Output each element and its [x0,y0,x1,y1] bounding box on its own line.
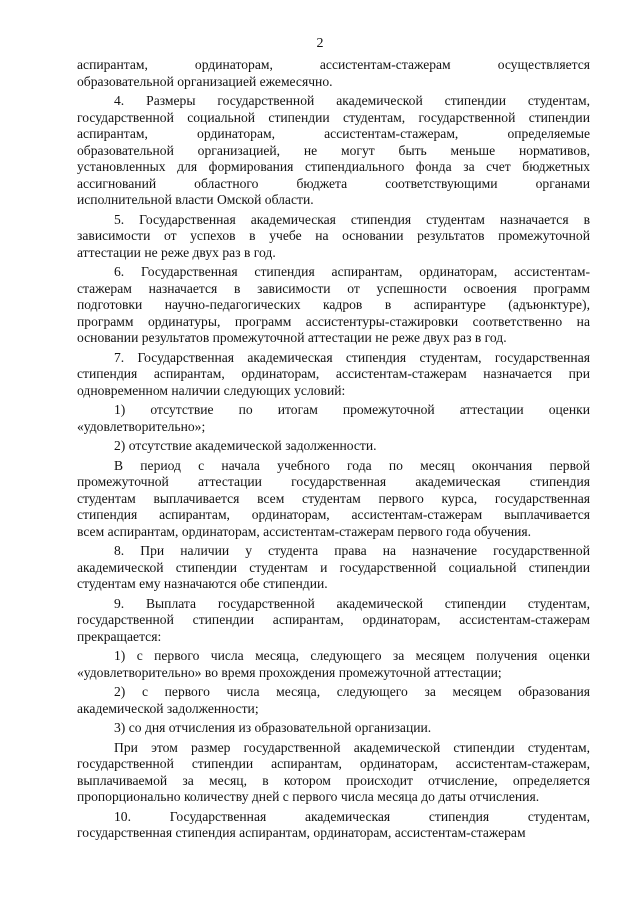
text-line: 3) со дня отчисления из образовательной организации. [114,720,432,735]
text-line: стипендия аспирантам, ординаторам, ассистентам-стажерам выплачивается [77,507,590,522]
text-line: установленных для формирования стипендиального фонда за счет бюджетных [77,159,590,174]
text-line: При этом размер государственной академической стипендии студентам, [114,739,590,755]
document-body [77,57,590,845]
text-line: В период с начала учебного года по месяц окончания первой [114,457,590,473]
text-line: подготовки научно-педагогических кадров в аспирантуре (адъюнктуре), [77,297,590,312]
text-line: 9. Выплата государственной академической стипендии студентам, [114,595,590,611]
text-line: выплачиваемой за месяц, в котором происходит отчисление, определяется [77,772,590,788]
text-line: образовательной организацией, не могут быть меньше нормативов, [77,142,590,158]
paragraph [77,740,590,806]
paragraph [77,264,590,347]
paragraph [77,596,590,646]
paragraph [77,458,590,541]
text-line: 2) отсутствие академической задолженности. [114,438,377,453]
text-line: академической задолженности; [77,700,259,716]
text-line: исполнительной власти Омской области. [77,192,314,207]
text-line: государственной стипендии аспирантам, ординаторам, ассистентам-стажерам, [77,756,590,771]
text-line: студентам выплачивается всем студентам первого курса, государственная [77,490,590,506]
text-line: государственной стипендии аспирантам, ординаторам, ассистентам-стажерам [77,612,590,627]
text-line: 6. Государственная стипендия аспирантам, ординаторам, ассистентам- [114,264,590,279]
text-line: основании результатов промежуточной аттестации не реже двух раз в год. [77,330,507,345]
text-line: всем аспирантам, ординаторам, ассистентам-стажерам первого года обучения. [77,523,532,539]
text-line: 7. Государственная академическая стипендия студентам, государственная [114,349,590,365]
text-line: 1) отсутствие по итогам промежуточной аттестации оценки [114,402,590,417]
text-line: аспирантам, ординаторам, ассистентам-стажерам, определяемые [77,126,590,141]
paragraph [77,57,590,90]
text-line: 1) с первого числа месяца, следующего за месяцем получения оценки [114,648,590,663]
text-line: аспирантам, ординаторам, ассистентам-стажерам осуществляется [77,57,590,72]
text-line: одновременном наличии следующих условий: [77,382,346,398]
text-line: «удовлетворительно»; [77,418,206,434]
paragraph [77,720,590,737]
text-line: 5. Государственная академическая стипендия студентам назначается в [114,211,590,227]
paragraph [77,648,590,681]
paragraph [77,402,590,435]
text-line: государственной социальной стипендии студентам, государственной стипендии [77,109,590,125]
text-line: программ ординатуры, программ ассистентуры-стажировки соответственно на [77,313,590,329]
text-line: стажерам назначается в зависимости от успешности освоения программ [77,280,590,296]
text-line: 4. Размеры государственной академической стипендии студентам, [114,93,590,108]
paragraph [77,438,590,455]
text-line: 2) с первого числа месяца, следующего за месяцем образования [114,684,590,699]
text-line: стипендия аспирантам, ординаторам, ассистентам-стажерам назначается при [77,366,590,381]
text-line: государственная стипендия аспирантам, ординаторам, ассистентам-стажерам [77,825,526,840]
paragraph [77,809,590,842]
paragraph [77,93,590,209]
page-number: 2 [316,36,324,51]
paragraph [77,212,590,262]
text-line: зависимости от успехов в учебе на основании результатов промежуточной [77,228,590,243]
text-line: студентам ему назначаются обе стипендии. [77,576,328,591]
text-line: образовательной организацией ежемесячно. [77,73,333,89]
text-line: пропорционально количеству дней с первого числа месяца до даты отчисления. [77,789,540,804]
text-line: прекращается: [77,628,162,644]
paragraph [77,684,590,717]
text-line: аттестации не реже двух раз в год. [77,244,276,260]
paragraph [77,543,590,593]
text-line: 8. При наличии у студента права на назначение государственной [114,543,590,558]
text-line: «удовлетворительно» во время прохождения промежуточной аттестации; [77,664,502,680]
text-line: ассигнований областного бюджета соответствующими органами [77,175,590,191]
text-line: 10. Государственная академическая стипендия студентам, [114,808,590,824]
text-line: промежуточной аттестации государственная академическая стипендия [77,474,590,489]
paragraph [77,350,590,400]
text-line: академической стипендии студентам и государственной социальной стипендии [77,559,590,575]
